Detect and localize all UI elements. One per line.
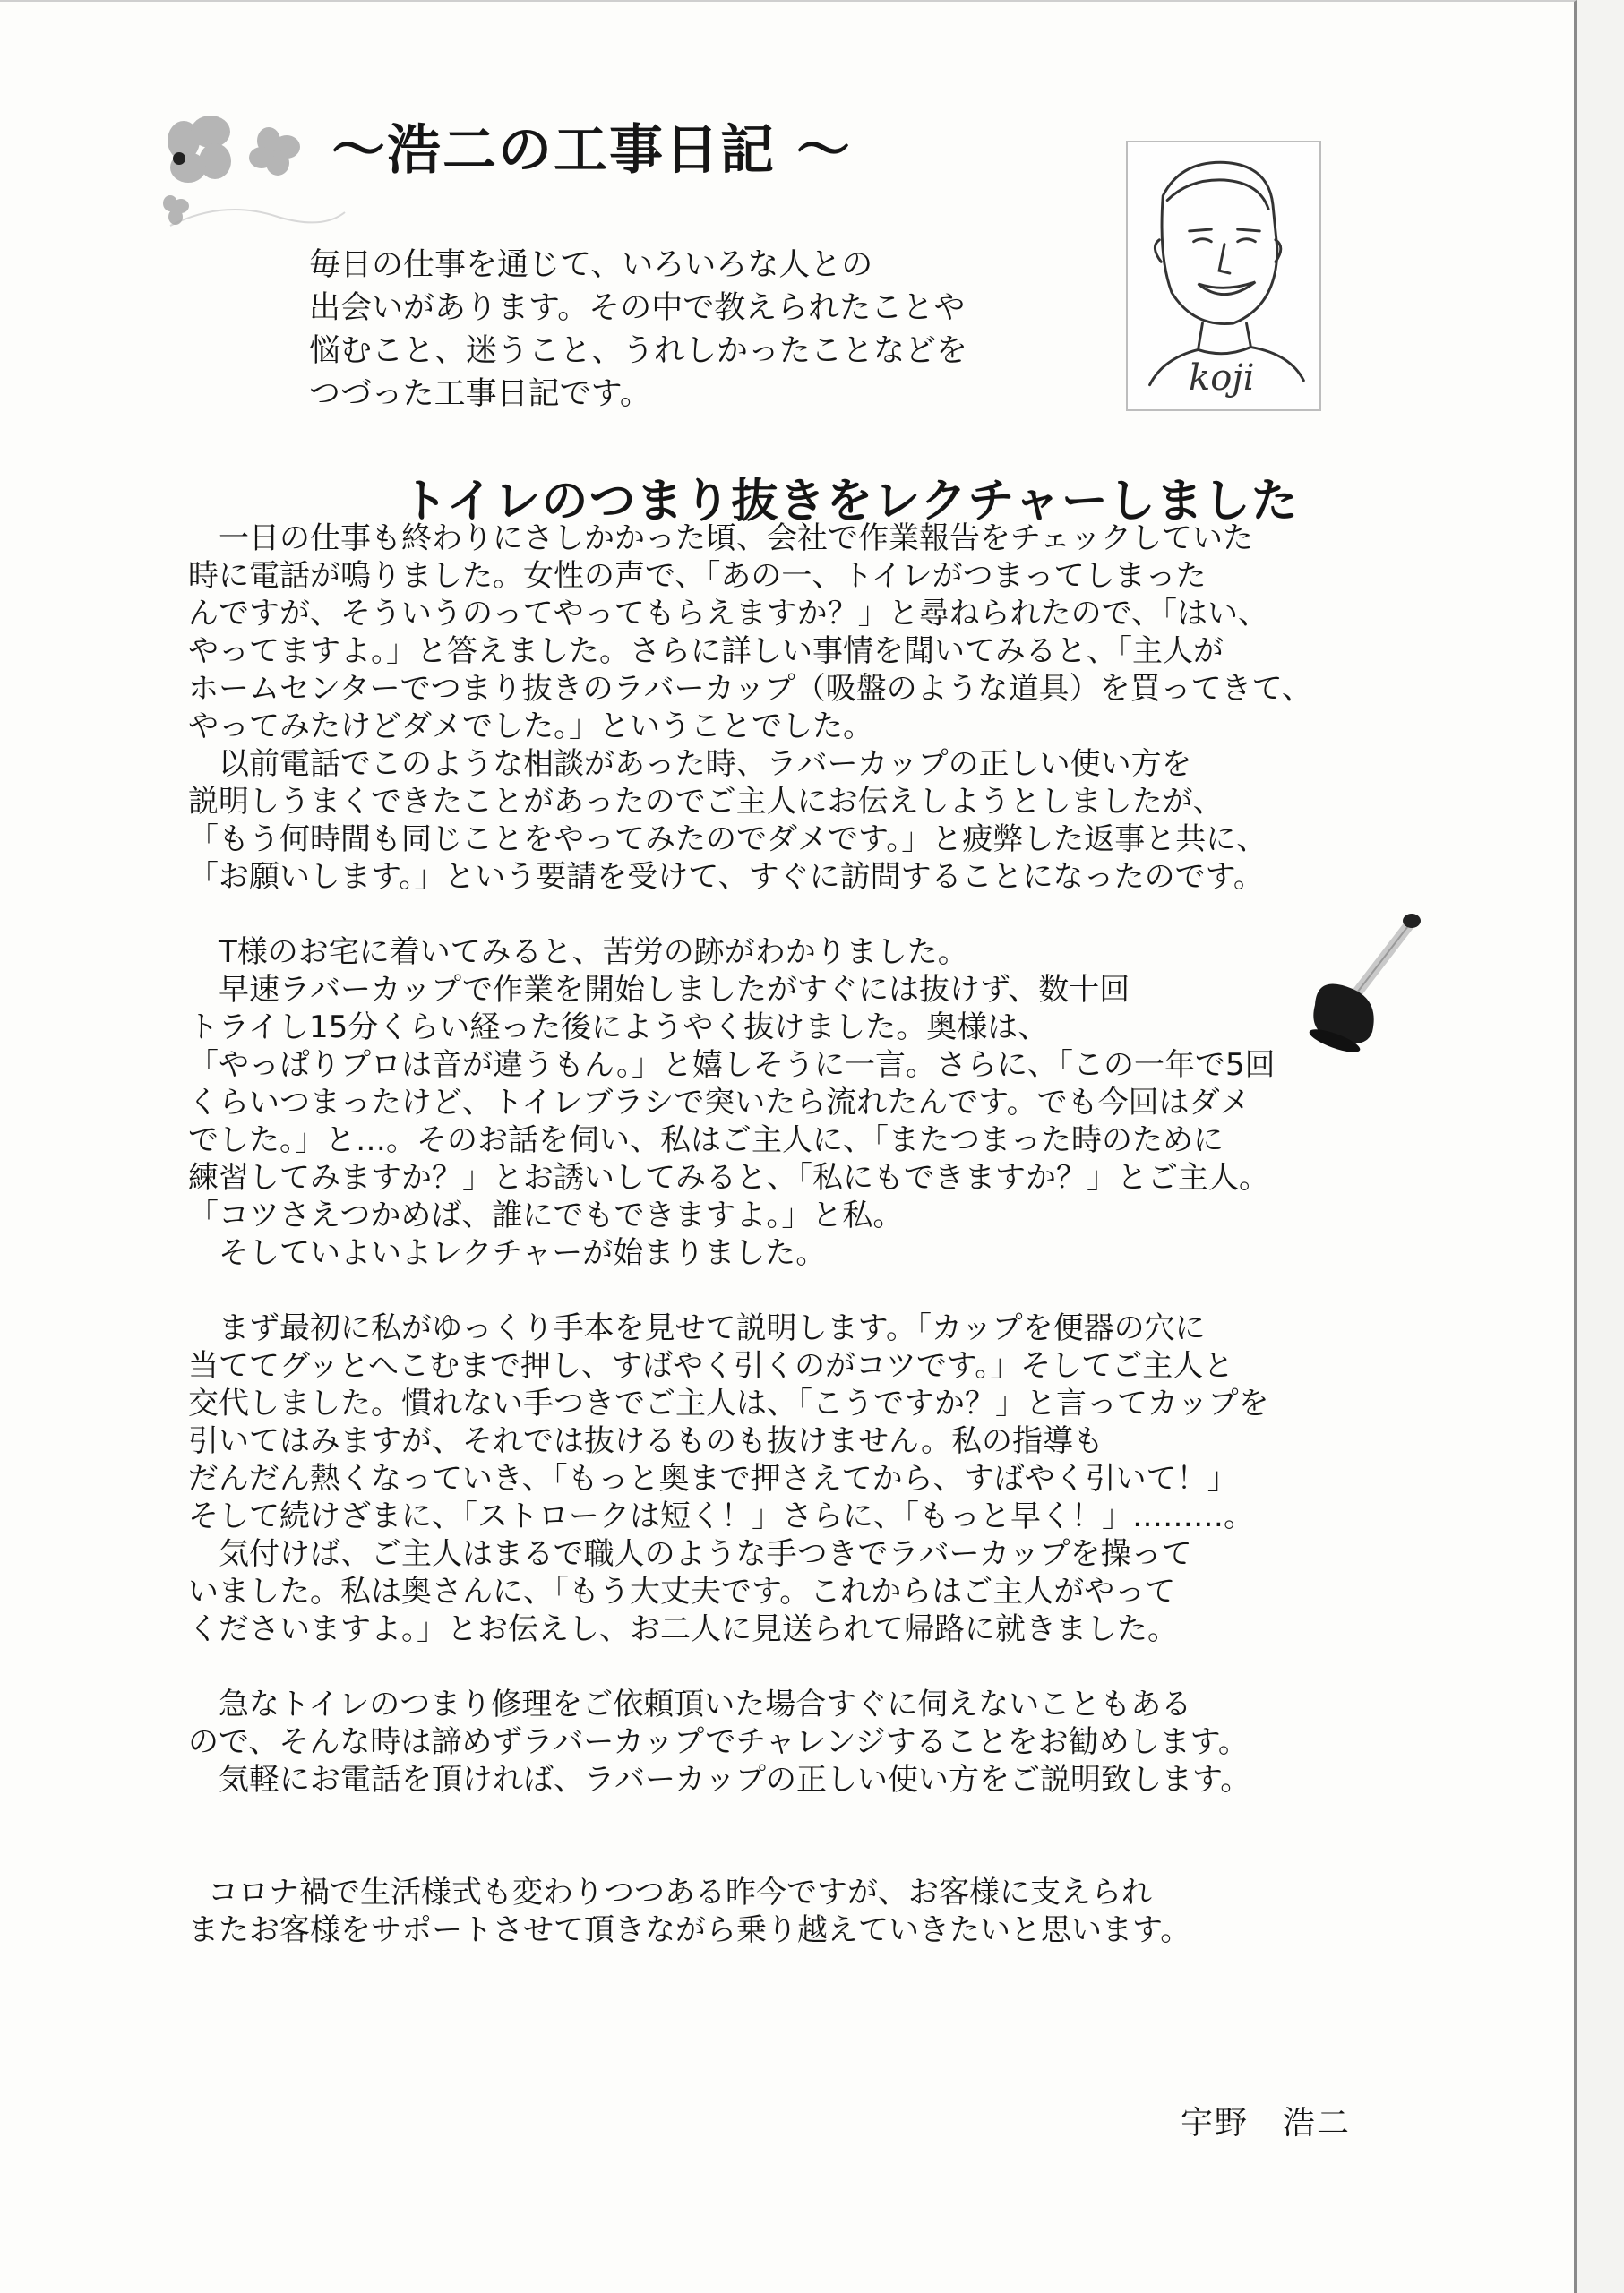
body-line: くらいつまったけど、トイレブラシで突いたら流れたんです。でも今回はダメ bbox=[188, 1085, 1250, 1121]
intro-line: つづった工事日記です。 bbox=[309, 376, 651, 412]
article-headline: トイレのつまり抜きをレクチャーしました bbox=[401, 475, 1299, 528]
body-line: だんだん熱くなっていき、「もっと奥まで押さえてから、すばやく引いて！」 bbox=[188, 1461, 1238, 1497]
body-line: 「もう何時間も同じことをやってみたのでダメです。」と疲弊した返事と共に、 bbox=[188, 821, 1267, 857]
body-line: コロナ禍で生活様式も変わりつつある昨今ですが、お客様に支えられ bbox=[208, 1875, 1152, 1911]
body-line: 当ててグッとへこむまで押し、すばやく引くのがコツです。」そしてご主人と bbox=[188, 1348, 1234, 1384]
body-line: ので、そんな時は諦めずラバーカップでチャレンジすることをお勧めします。 bbox=[188, 1724, 1249, 1760]
intro-text bbox=[309, 244, 967, 416]
body-line: 練習してみますか？」とお誘いしてみると、「私にもできますか？」とご主人。 bbox=[188, 1160, 1269, 1196]
intro-line: 出会いがあります。その中で教えられたことや bbox=[309, 290, 966, 326]
body-line: 説明しうまくできたことがあったのでご主人にお伝えしようとしましたが、 bbox=[188, 784, 1224, 820]
body-line: 時に電話が鳴りました。女性の声で、「あの一、トイレがつまってしまった bbox=[188, 558, 1207, 594]
body-line: 引いてはみますが、それでは抜けるものも抜けません。私の指導も bbox=[188, 1423, 1104, 1459]
clover-decoration-icon bbox=[143, 91, 349, 244]
body-line: んですが、そういうのってやってもらえますか？」と尋ねられたので、「はい、 bbox=[188, 596, 1268, 631]
article-body bbox=[188, 520, 1312, 1949]
body-line: 気付けば、ご主人はまるで職人のような手つきでラバーカップを操って bbox=[219, 1536, 1192, 1572]
body-line: ホームセンターでつまり抜きのラバーカップ（吸盤のような道具）を買ってきて、 bbox=[188, 671, 1312, 707]
body-line: またお客様をサポートさせて頂きながら乗り越えていきたいと思います。 bbox=[188, 1912, 1191, 1948]
body-line: T様のお宅に着いてみると、苦労の跡がわかりました。 bbox=[219, 934, 968, 970]
body-line: 以前電話でこのような相談があった時、ラバーカップの正しい使い方を bbox=[219, 746, 1192, 782]
intro-line: 毎日の仕事を通じて、いろいろな人との bbox=[309, 247, 873, 283]
body-line: いました。私は奥さんに、「もう大丈夫です。これからはご主人がやって bbox=[188, 1574, 1176, 1610]
body-line: まず最初に私がゆっくり手本を見せて説明します。「カップを便器の穴に bbox=[219, 1310, 1206, 1346]
portrait-signature: koji bbox=[1189, 357, 1255, 399]
body-line: そしていよいよレクチャーが始まりました。 bbox=[219, 1235, 827, 1271]
body-line: やってみたけどダメでした。」ということでした。 bbox=[188, 709, 873, 744]
body-line: 気軽にお電話を頂ければ、ラバーカップの正しい使い方をご説明致します。 bbox=[219, 1762, 1251, 1798]
body-line: 早速ラバーカップで作業を開始しましたがすぐには抜けず、数十回 bbox=[219, 972, 1130, 1008]
author-portrait bbox=[1126, 141, 1321, 411]
body-line: トライし15分くらい経った後にようやく抜けました。奥様は、 bbox=[188, 1009, 1049, 1045]
intro-line: 悩むこと、迷うこと、うれしかったことなどを bbox=[309, 333, 968, 369]
page-title: ～浩二の工事日記 ～ bbox=[331, 119, 852, 182]
body-line: 「やっぱりプロは音が違うもん。」と嬉しそうに一言。さらに、「この一年で5回 bbox=[188, 1047, 1276, 1083]
body-line: そして続けざまに、「ストロークは短く！」さらに、「もっと早く！」………。 bbox=[188, 1499, 1254, 1534]
plunger-icon bbox=[1299, 906, 1433, 1059]
body-line: 「コツさえつかめば、誰にでもできますよ。」と私。 bbox=[188, 1198, 904, 1233]
body-line: 一日の仕事も終わりにさしかかった頃、会社で作業報告をチェックしていた bbox=[219, 520, 1253, 556]
author-signature: 宇野 浩二 bbox=[1181, 2105, 1352, 2142]
body-line: 急なトイレのつまり修理をご依頼頂いた場合すぐに伺えないこともある bbox=[219, 1687, 1192, 1722]
body-line: 「お願いします。」という要請を受けて、すぐに訪問することになったのです。 bbox=[188, 859, 1264, 895]
body-line: でした。」と…。そのお話を伺い、私はご主人に、「またつまった時のために bbox=[188, 1122, 1224, 1158]
body-line: 交代しました。慣れない手つきでご主人は、「こうですか？」と言ってカップを bbox=[188, 1386, 1269, 1421]
body-line: やってますよ。」と答えました。さらに詳しい事情を聞いてみると、「主人が bbox=[188, 633, 1224, 669]
body-line: くださいますよ。」とお伝えし、お二人に見送られて帰路に就きました。 bbox=[188, 1611, 1178, 1647]
